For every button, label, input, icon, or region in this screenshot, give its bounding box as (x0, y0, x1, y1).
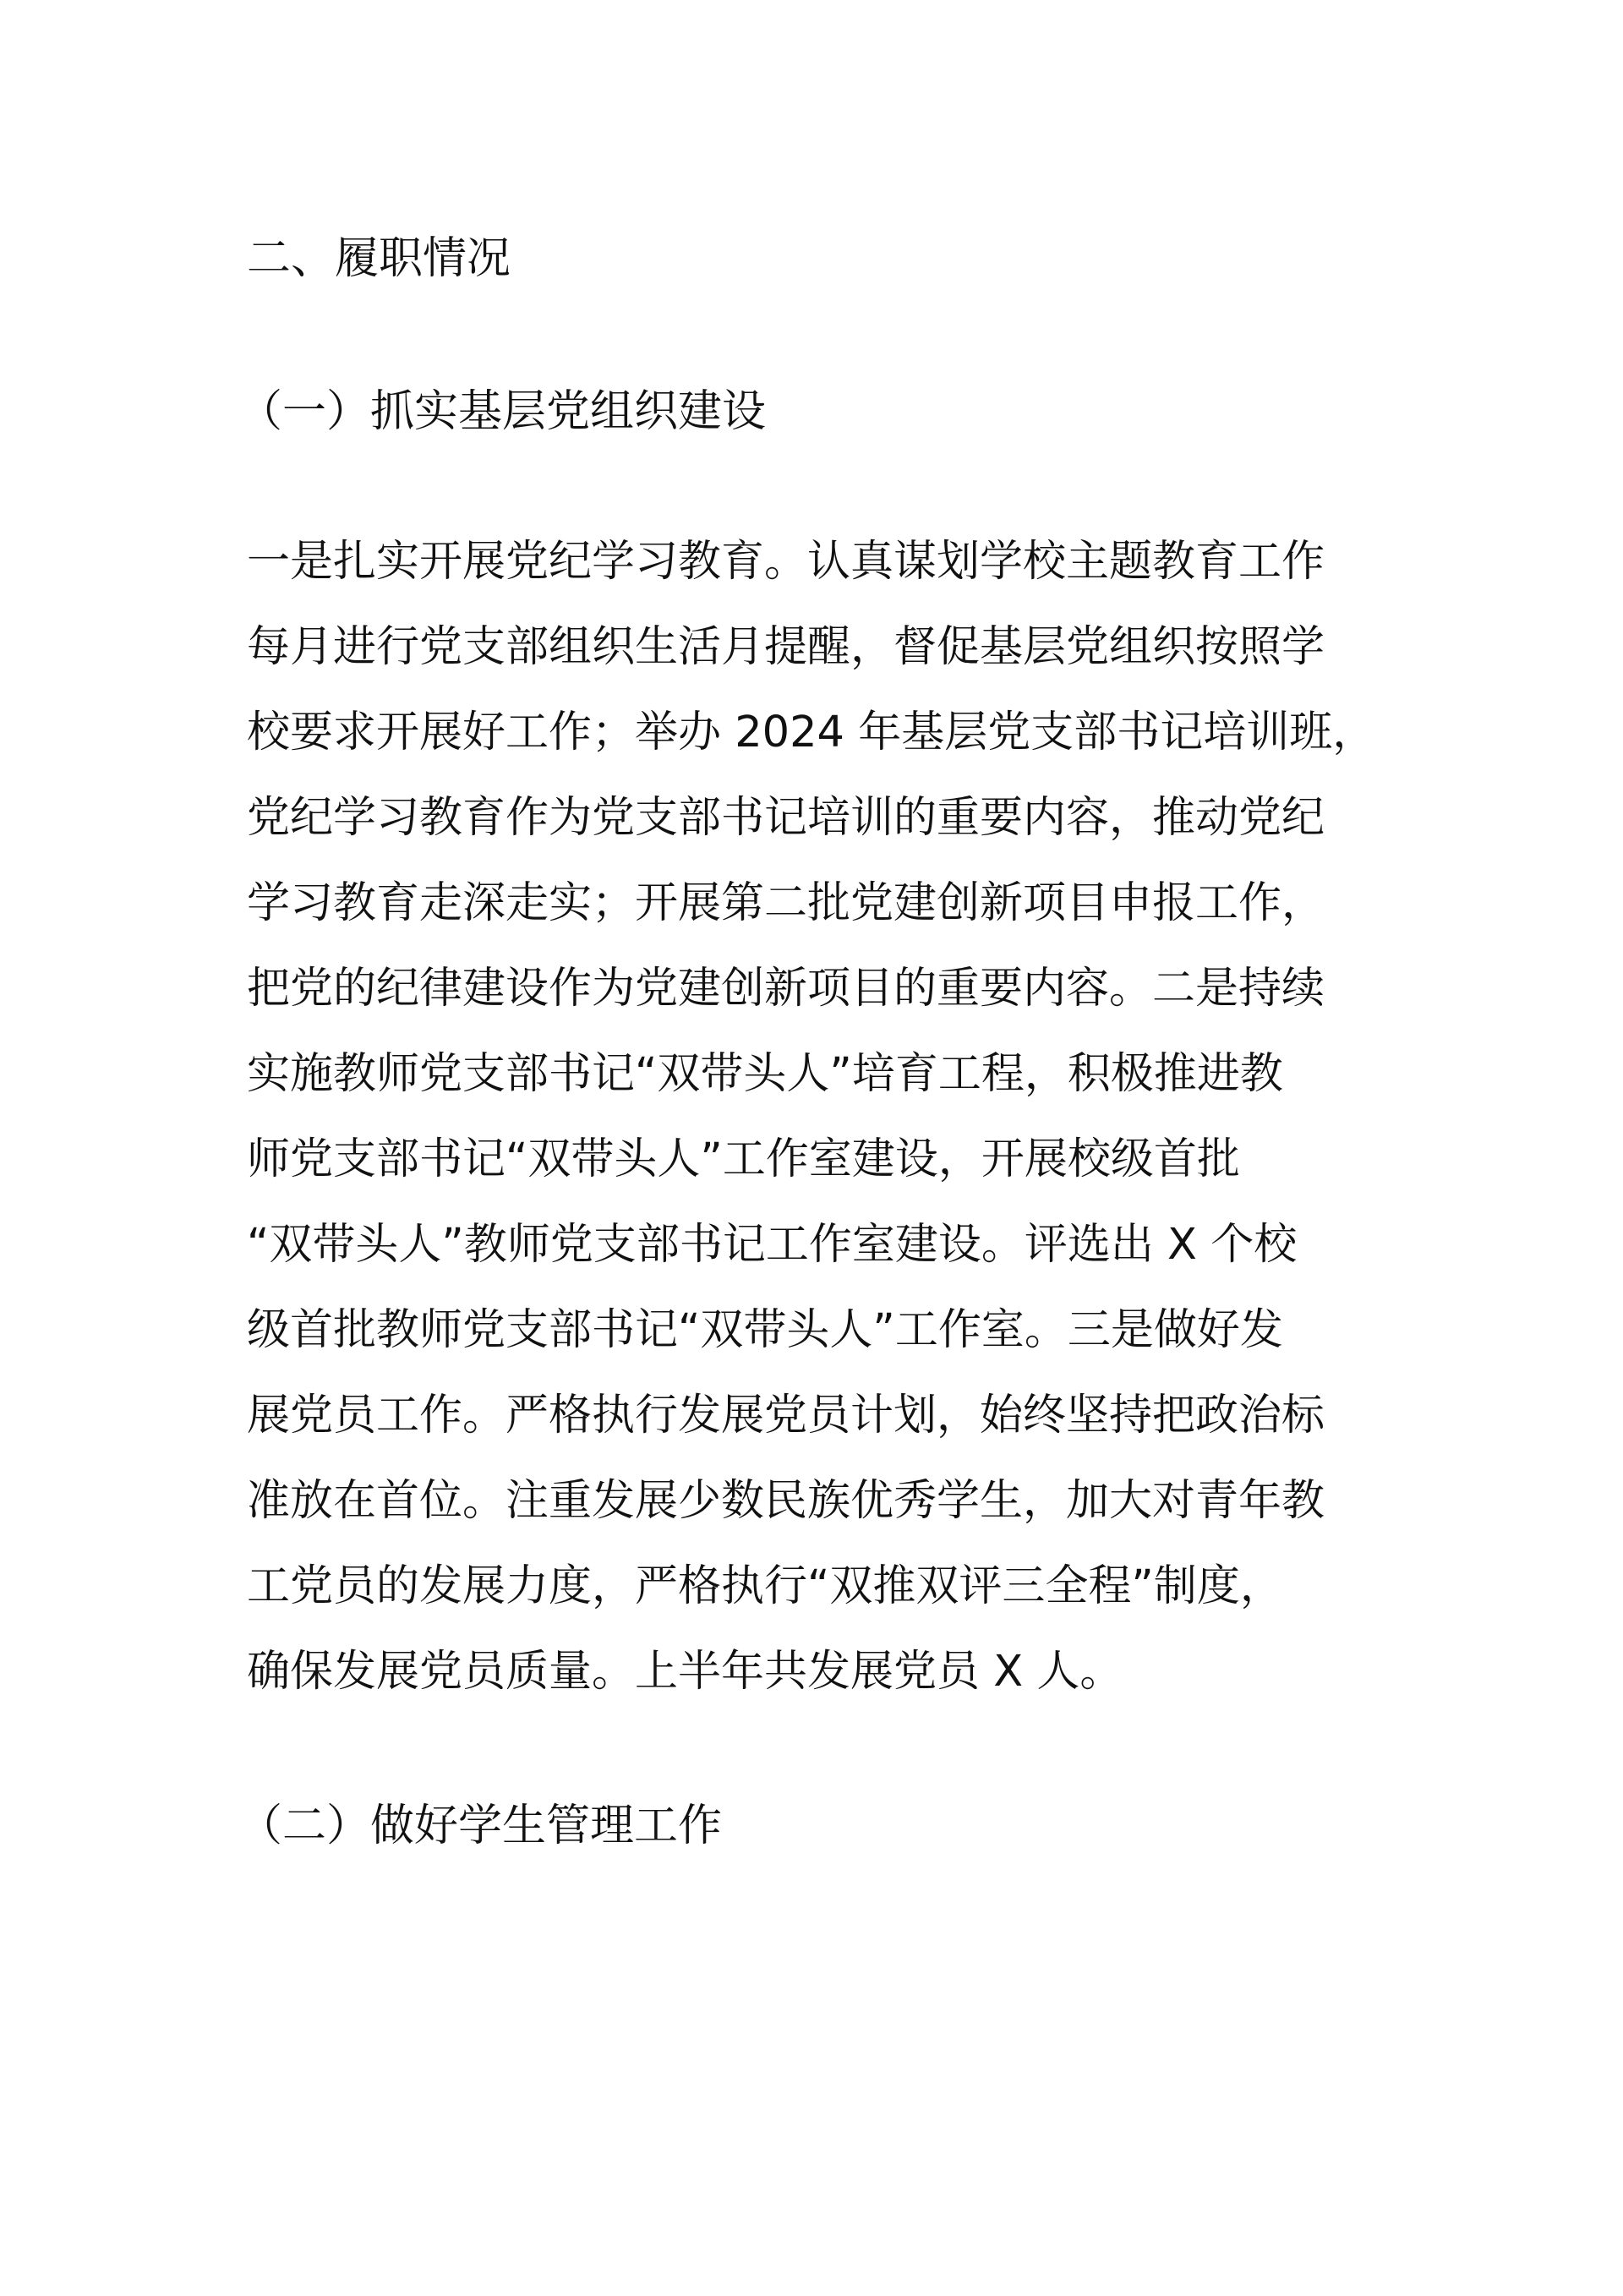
paragraph-line: 实施教师党支部书记“双带头人”培育工程，积极推进教 (247, 1049, 1283, 1099)
section-heading: 二、履职情况 (247, 233, 511, 284)
paragraph-line: 一是扎实开展党纪学习教育。认真谋划学校主题教育工作 (247, 537, 1325, 587)
paragraph-line: 师党支部书记“双带头人”工作室建设，开展校级首批 (247, 1134, 1240, 1184)
paragraph-line: 准放在首位。注重发展少数民族优秀学生，加大对青年教 (247, 1476, 1325, 1526)
paragraph-line: 党纪学习教育作为党支部书记培训的重要内容，推动党纪 (247, 793, 1325, 843)
paragraph-line: 确保发展党员质量。上半年共发展党员 X 人。 (247, 1647, 1123, 1697)
paragraph-line: 学习教育走深走实；开展第二批党建创新项目申报工作， (247, 878, 1325, 928)
subsection-heading-1: （一）抓实基层党组织建设 (238, 386, 767, 437)
paragraph-line: 每月进行党支部组织生活月提醒，督促基层党组织按照学 (247, 622, 1325, 672)
subsection-heading-2: （二）做好学生管理工作 (238, 1801, 723, 1851)
paragraph-line: 校要求开展好工作；举办 2024 年基层党支部书记培训班， (247, 708, 1376, 757)
paragraph-line: 工党员的发展力度，严格执行“双推双评三全程”制度， (247, 1561, 1283, 1611)
paragraph-line: 级首批教师党支部书记“双带头人”工作室。三是做好发 (247, 1305, 1283, 1355)
paragraph-line: 把党的纪律建设作为党建创新项目的重要内容。二是持续 (247, 964, 1325, 1014)
paragraph-line: 展党员工作。严格执行发展党员计划，始终坚持把政治标 (247, 1391, 1325, 1440)
body-paragraph (247, 535, 1396, 1730)
paragraph-line: “双带头人”教师党支部书记工作室建设。评选出 X 个校 (247, 1220, 1298, 1270)
